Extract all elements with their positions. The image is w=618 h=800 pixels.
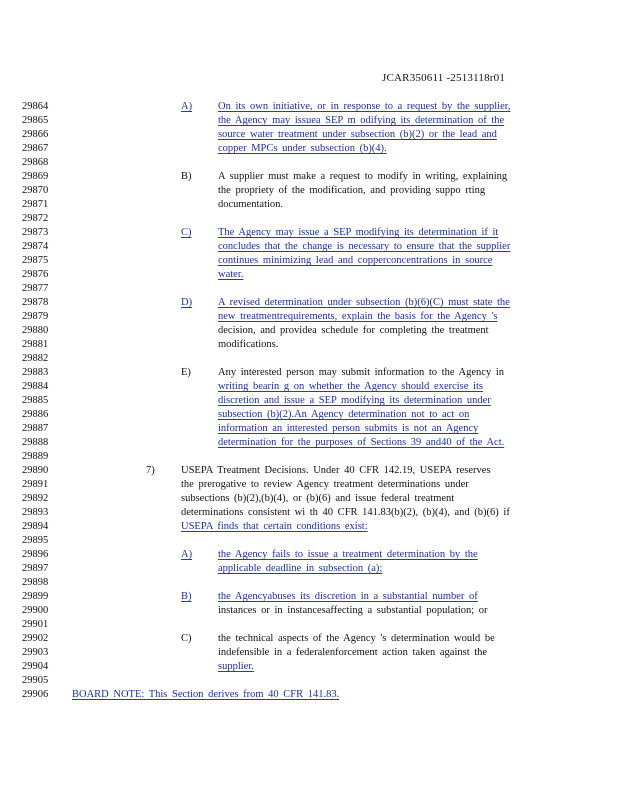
line-number: 29884 — [22, 381, 49, 392]
item-text-line: water. — [218, 269, 244, 280]
line-number: 29903 — [22, 647, 49, 658]
line-number: 29877 — [22, 283, 49, 294]
item-label: C) — [181, 227, 192, 238]
item-text-line: applicable deadline in subsection (a); — [218, 563, 383, 574]
line-number: 29868 — [22, 157, 49, 168]
line-number: 29886 — [22, 409, 49, 420]
item-text-line: subsections (b)(2),(b)(4), or (b)(6) and issue federal treatment — [181, 493, 455, 504]
line-number: 29902 — [22, 633, 49, 644]
item-text-line: the propriety of the modification, and providing suppo rting — [218, 185, 486, 196]
item-label: B) — [181, 171, 192, 182]
line-number: 29880 — [22, 325, 49, 336]
item-text-line: concludes that the change is necessary to ensure that the supplier — [218, 241, 511, 252]
item-label: C) — [181, 633, 192, 644]
item-text-line: documentation. — [218, 199, 284, 210]
document-id: JCAR350611 -2513118r01 — [382, 72, 506, 84]
item-label: B) — [181, 591, 192, 602]
line-number: 29864 — [22, 101, 49, 112]
item-text-line: A revised determination under subsection (b)(6)(C) must state the — [218, 297, 510, 308]
line-number: 29874 — [22, 241, 49, 252]
item-text-line: On its own initiative, or in response to a request by the supplier, — [218, 101, 511, 112]
line-number: 29900 — [22, 605, 49, 616]
item-text-line: the prerogative to review Agency treatment determinations under — [181, 479, 469, 490]
item-label: D) — [181, 297, 193, 308]
item-text-line: new treatmentrequirements, explain the basis for the Agency 's — [218, 311, 498, 322]
line-number: 29901 — [22, 619, 49, 630]
line-number: 29892 — [22, 493, 49, 504]
item-text-line: continues minimizing lead and copperconcentrations in source — [218, 255, 493, 266]
line-number: 29881 — [22, 339, 49, 350]
line-number: 29898 — [22, 577, 49, 588]
line-number: 29869 — [22, 171, 49, 182]
item-text-line: subsection (b)(2).An Agency determination not to act on — [218, 409, 470, 420]
line-number: 29889 — [22, 451, 49, 462]
item-text-line: writing bearin g on whether the Agency should exercise its — [218, 381, 483, 392]
item-text-line: The Agency may issue a SEP modifying its determination if it — [218, 227, 499, 238]
line-number: 29899 — [22, 591, 49, 602]
line-number: 29905 — [22, 675, 49, 686]
line-number: 29896 — [22, 549, 49, 560]
item-text-line: the technical aspects of the Agency 's determination would be — [218, 633, 495, 644]
item-label: 7) — [146, 465, 155, 476]
item-text-line: determinations consistent wi th 40 CFR 141.83(b)(2), (b)(4), and (b)(6) if — [181, 507, 510, 518]
item-text-line: USEPA Treatment Decisions. Under 40 CFR 142.19, USEPA reserves — [181, 465, 491, 476]
line-number: 29904 — [22, 661, 49, 672]
line-number: 29891 — [22, 479, 49, 490]
line-number: 29876 — [22, 269, 49, 280]
line-number: 29897 — [22, 563, 49, 574]
line-number: 29872 — [22, 213, 49, 224]
item-label: A) — [181, 101, 193, 112]
line-number: 29888 — [22, 437, 49, 448]
item-text-line: supplier. — [218, 661, 254, 672]
item-text-line: the Agency may issuea SEP m odifying its determination of the — [218, 115, 505, 126]
item-text-line: A supplier must make a request to modify in writing, explaining — [218, 171, 508, 182]
item-label: A) — [181, 549, 193, 560]
line-number: 29867 — [22, 143, 49, 154]
item-text-line: the Agencyabuses its discretion in a substantial number of — [218, 591, 478, 602]
item-text-line: USEPA finds that certain conditions exist: — [181, 521, 368, 532]
line-number: 29887 — [22, 423, 49, 434]
line-number: 29894 — [22, 521, 49, 532]
item-text-line: Any interested person may submit information to the Agency in — [218, 367, 504, 378]
line-number: 29865 — [22, 115, 49, 126]
item-text-line: discretion and issue a SEP modifying its determination under — [218, 395, 491, 406]
line-number: 29870 — [22, 185, 49, 196]
line-number: 29873 — [22, 227, 49, 238]
item-label: E) — [181, 367, 191, 378]
line-number: 29893 — [22, 507, 49, 518]
item-text-line: indefensible in a federalenforcement action taken against the — [218, 647, 488, 658]
item-text-line: decision, and providea schedule for completing the treatment — [218, 325, 489, 336]
item-text-line: determination for the purposes of Sections 39 and40 of the Act. — [218, 437, 505, 448]
item-text-line: modifications. — [218, 339, 279, 350]
line-number: 29878 — [22, 297, 49, 308]
line-number: 29875 — [22, 255, 49, 266]
line-number: 29895 — [22, 535, 49, 546]
line-number: 29866 — [22, 129, 49, 140]
line-number: 29885 — [22, 395, 49, 406]
line-number: 29890 — [22, 465, 49, 476]
line-number: 29906 — [22, 689, 49, 700]
item-text-line: the Agency fails to issue a treatment determination by the — [218, 549, 478, 560]
line-number: 29879 — [22, 311, 49, 322]
line-number: 29871 — [22, 199, 49, 210]
item-text-line: source water treatment under subsection (b)(2) or the lead and — [218, 129, 497, 140]
board-note: BOARD NOTE: This Section derives from 40 CFR 141.83. — [72, 689, 340, 700]
line-number: 29883 — [22, 367, 49, 378]
item-text-line: information an interested person submits is not an Agency — [218, 423, 479, 434]
item-text-line: copper MPCs under subsection (b)(4). — [218, 143, 387, 154]
item-text-line: instances or in instancesaffecting a substantial population; or — [218, 605, 488, 616]
line-number: 29882 — [22, 353, 49, 364]
